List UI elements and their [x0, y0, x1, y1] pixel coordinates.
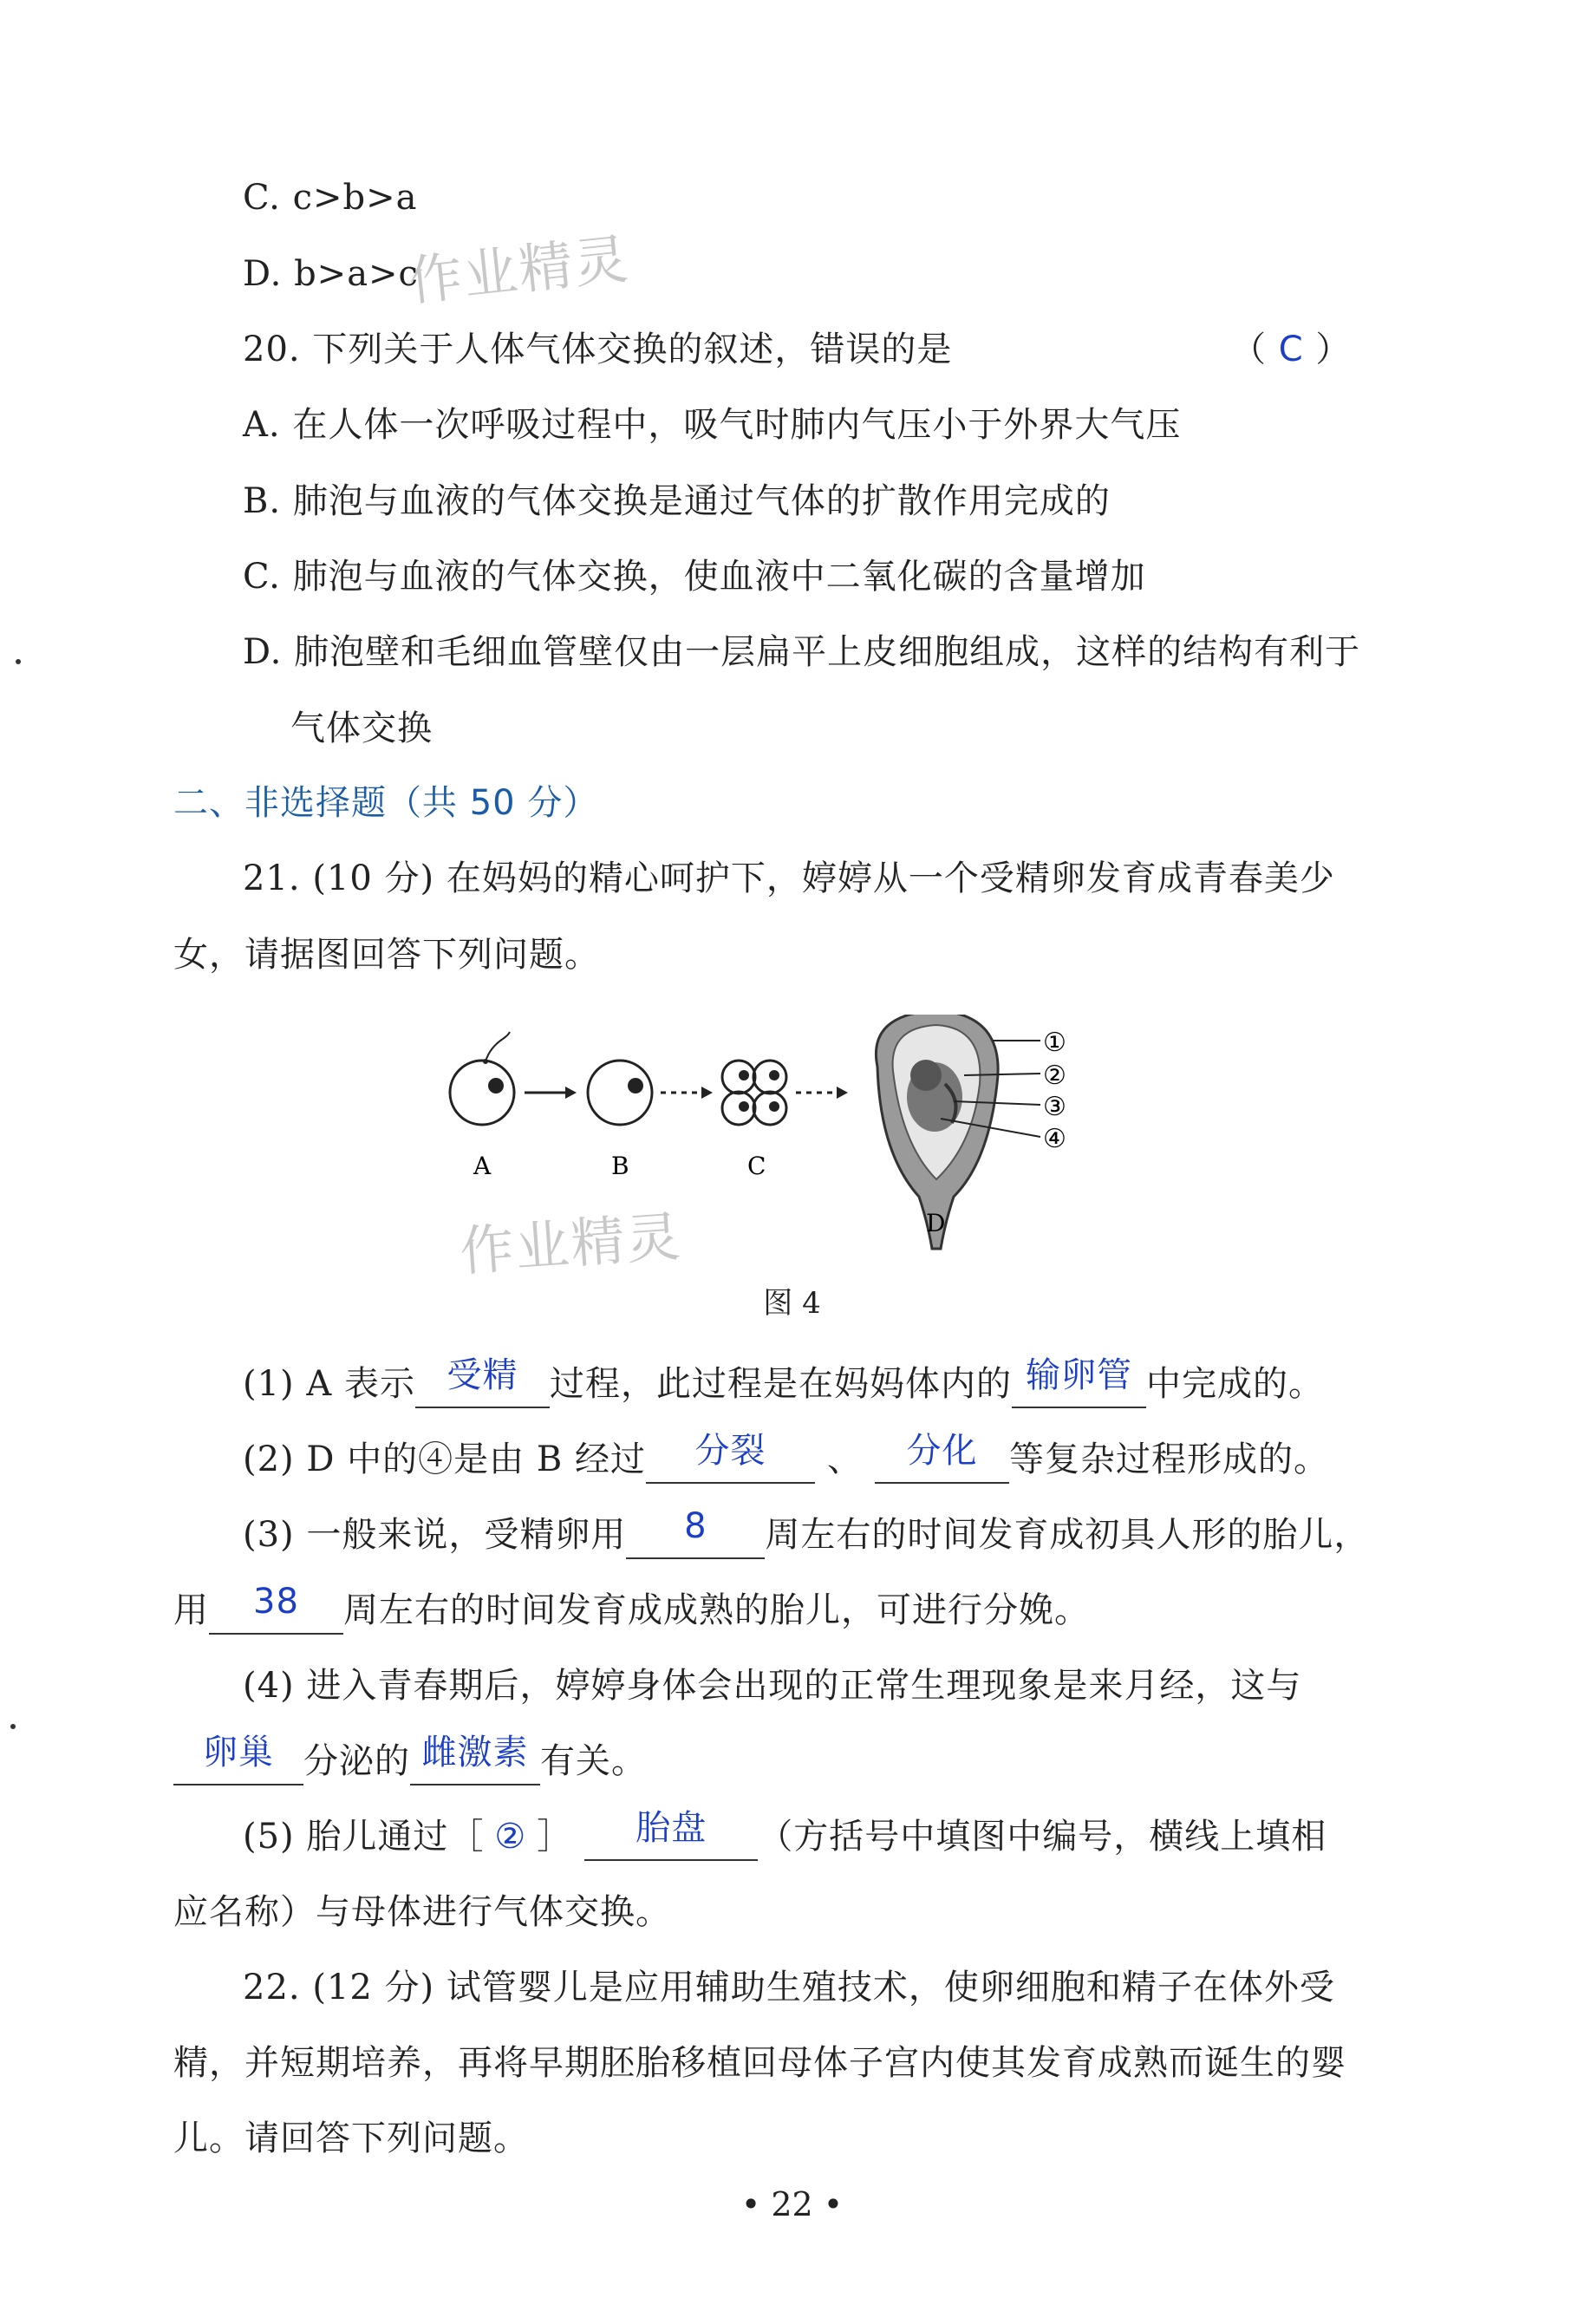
paren-open: （: [1231, 330, 1267, 369]
q21-part2: [243, 1431, 1329, 1484]
answer-number: ②: [494, 1817, 527, 1857]
figure-caption: 图 4: [763, 1286, 821, 1321]
text: 中完成的。: [1145, 1364, 1324, 1404]
q20-option-b: B. 肺泡与血液的气体交换是通过气体的扩散作用完成的: [243, 481, 1111, 521]
q20-option-d-line2: 气体交换: [290, 708, 433, 748]
text: 等复杂过程形成的。: [1008, 1439, 1329, 1479]
text: 有关。: [540, 1741, 647, 1781]
q21-part4-line2: [173, 1733, 647, 1785]
q22-line1: 22. (12 分) 试管婴儿是应用辅助生殖技术，使卵细胞和精子在体外受: [243, 1968, 1335, 2007]
q20-option-a: A. 在人体一次呼吸过程中，吸气时肺内气压小于外界大气压: [243, 405, 1182, 445]
margin-dot: [10, 1724, 16, 1729]
marker-2: ②: [1043, 1061, 1066, 1091]
q21-part3-line2: [173, 1582, 1090, 1635]
label-d: D: [926, 1209, 946, 1237]
cell-c: [722, 1061, 786, 1125]
answer-blank: 38: [209, 1588, 343, 1635]
text: (1) A 表示: [243, 1364, 415, 1404]
text: 过程，此过程是在妈妈体内的: [549, 1364, 1012, 1404]
answer-blank: 8: [626, 1512, 765, 1559]
marker-4: ④: [1043, 1124, 1066, 1154]
section-title: 二、非选择题（共 50 分）: [173, 783, 599, 823]
option-c-prev: C. c>b>a: [243, 178, 418, 218]
answer-blank: 输卵管: [1012, 1361, 1146, 1408]
text: (5) 胎儿通过［: [243, 1817, 485, 1857]
q21-stem-line1: 21. (10 分) 在妈妈的精心呵护下，婷婷从一个受精卵发育成青春美少: [243, 858, 1335, 898]
marker-3: ③: [1043, 1092, 1066, 1122]
text: 用: [173, 1590, 209, 1630]
text: 分泌的: [303, 1741, 410, 1781]
q20-option-c: C. 肺泡与血液的气体交换，使血液中二氧化碳的含量增加: [243, 557, 1146, 597]
answer-blank: 雌激素: [410, 1739, 540, 1785]
text: 周左右的时间发育成初具人形的胎儿，: [765, 1515, 1370, 1555]
q20-stem: 20. 下列关于人体气体交换的叙述，错误的是: [243, 330, 953, 369]
paren-close: ）: [1315, 330, 1352, 369]
text: 、: [826, 1439, 863, 1479]
q20-answer-paren: [1231, 325, 1351, 374]
answer-blank: 分裂: [646, 1437, 815, 1484]
answer-blank: 分化: [875, 1437, 1009, 1484]
cell-a: [450, 1032, 514, 1125]
answer-blank: 胎盘: [584, 1814, 758, 1861]
label-c: C: [747, 1152, 766, 1180]
q22-line2: 精，并短期培养，再将早期胚胎移植回母体子宫内使其发育成熟而诞生的婴: [173, 2043, 1346, 2083]
label-b: B: [611, 1152, 629, 1180]
q22-line3: 儿。请回答下列问题。: [173, 2118, 529, 2158]
page-number: • 22 •: [740, 2185, 844, 2223]
text: (3) 一般来说，受精卵用: [243, 1515, 627, 1555]
watermark-mid: 作业精灵: [458, 1204, 684, 1283]
margin-dot: [16, 659, 21, 664]
q20-answer: C: [1278, 330, 1304, 369]
q21-part5-line2: 应名称）与母体进行气体交换。: [173, 1892, 671, 1932]
marker-1: ①: [1043, 1028, 1066, 1058]
q21-stem-line2: 女，请据图回答下列问题。: [173, 935, 600, 975]
text: 周左右的时间发育成成熟的胎儿，可进行分娩。: [343, 1590, 1090, 1630]
q21-part5-line1: [243, 1808, 1327, 1861]
answer-blank: 受精: [415, 1361, 550, 1408]
cell-b: [588, 1061, 652, 1125]
text: （方括号中填图中编号，横线上填相: [758, 1817, 1327, 1857]
q21-part4-line1: (4) 进入青春期后，婷婷身体会出现的正常生理现象是来月经，这与: [243, 1666, 1302, 1706]
watermark-top: 作业精灵: [405, 226, 633, 314]
q20-option-d-line1: D. 肺泡壁和毛细血管壁仅由一层扁平上皮细胞组成，这样的结构有利于: [243, 632, 1361, 672]
text: ］: [537, 1817, 573, 1857]
q21-part1: [243, 1355, 1324, 1408]
answer-blank: 卵巢: [173, 1739, 303, 1785]
q21-part3-line1: [243, 1506, 1370, 1559]
text: (2) D 中的④是由 B 经过: [243, 1439, 646, 1479]
option-d-prev: D. b>a>c: [243, 254, 419, 294]
label-a: A: [473, 1152, 492, 1180]
